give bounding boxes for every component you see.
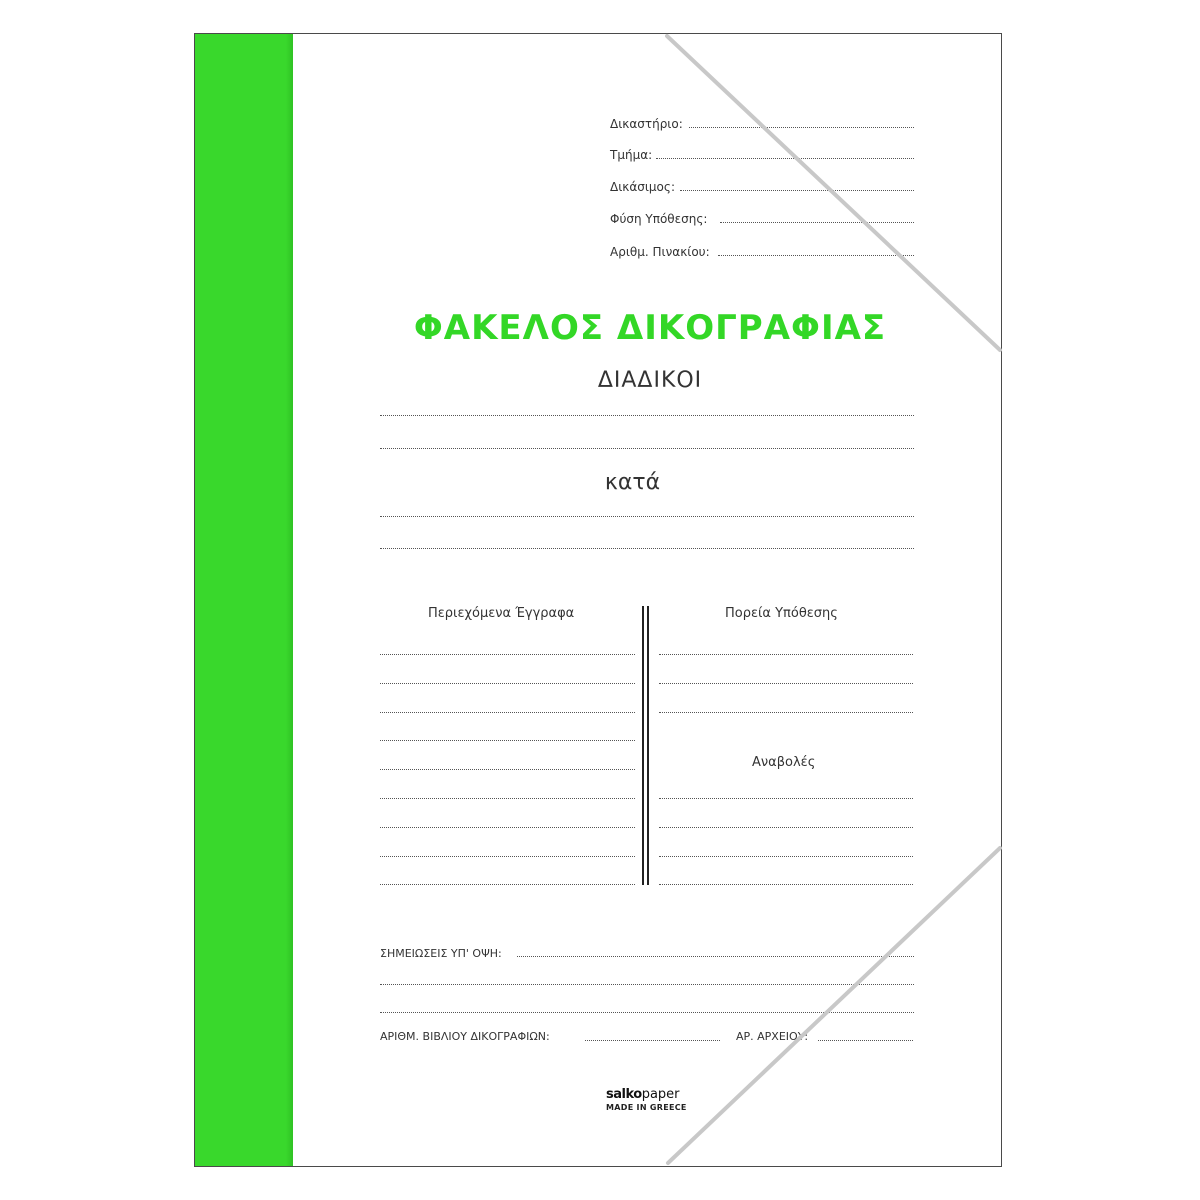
field-label-case-type: Φύση Υπόθεσης: [610, 212, 708, 226]
made-in-label: MADE IN GREECE [606, 1103, 687, 1112]
case-progress-heading: Πορεία Υπόθεσης [725, 606, 838, 621]
brand-logo-light: paper [641, 1087, 680, 1102]
elastic-band-top [667, 36, 1000, 350]
elastic-band-bottom [668, 848, 1000, 1163]
contents-documents-heading: Περιεχόμενα Έγγραφα [428, 606, 575, 621]
book-number-label: ΑΡΙΘΜ. ΒΙΒΛΙΟΥ ΔΙΚΟΓΡΑΦΙΩΝ: [380, 1030, 550, 1043]
field-label-section: Τμήμα: [610, 148, 653, 162]
notes-label: ΣΗΜΕΙΩΣΕΙΣ ΥΠ' ΟΨΗ: [380, 947, 502, 960]
folder-title: ΦΑΚΕΛΟΣ ΔΙΚΟΓΡΑΦΙΑΣ [413, 308, 887, 348]
field-label-hearing-date: Δικάσιμος: [610, 180, 675, 194]
field-label-docket-number: Αριθμ. Πινακίου: [610, 245, 710, 259]
field-label-court: Δικαστήριο: [610, 117, 683, 131]
brand-logo-bold: salko [606, 1087, 642, 1102]
parties-heading: ΔΙΑΔΙΚΟΙ [597, 368, 703, 393]
postponements-heading: Αναβολές [752, 755, 816, 770]
archive-number-label: ΑΡ. ΑΡΧΕΙΟΥ: [736, 1030, 809, 1043]
versus-label: κατά [604, 470, 661, 495]
